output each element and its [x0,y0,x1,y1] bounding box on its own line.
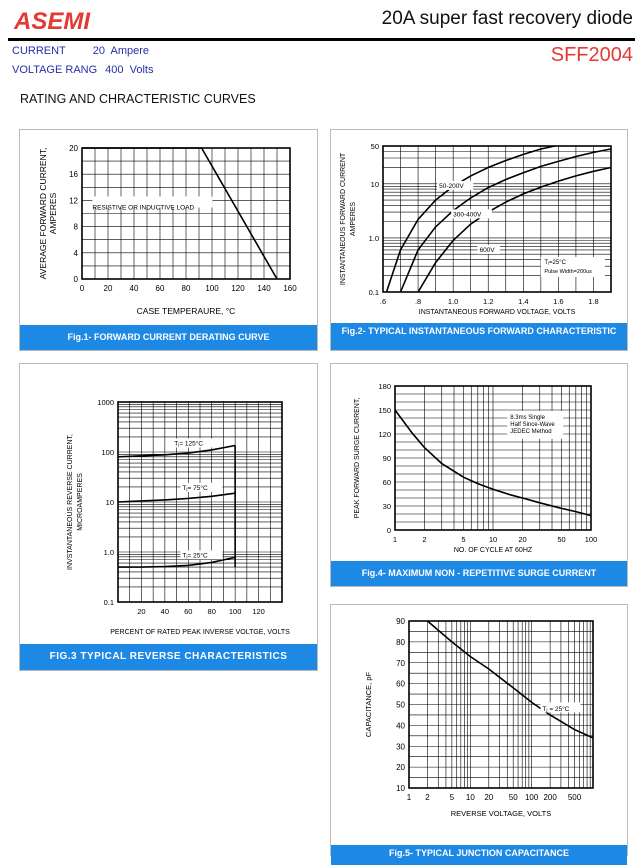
fig5-ytick-label: 50 [396,700,405,710]
fig3-chart [20,364,317,644]
fig5-xtick-label: 200 [543,793,557,802]
fig2-ytick-label: 1.0 [368,233,379,243]
fig2-xtick-label: 1.8 [588,297,599,306]
fig3-ylabel: INVSTANTANEOUS REVERSE CURRENT, [67,434,74,570]
fig4-xtick-label: 100 [584,535,598,544]
fig5-ytick-label: 60 [396,679,405,689]
fig2-xtick-label: 1.0 [447,297,459,306]
fig5-xtick-label: 1 [406,793,412,802]
fig4-xtick-label: 50 [557,535,566,544]
fig4-ytick-label: 150 [378,406,391,415]
fig3-xtick-label: 60 [184,607,193,616]
fig4-ylabel: PEAK FORWARD SURGE CURRENT, [354,397,361,519]
fig3-series-label: Tⱼ= 125°C [174,440,204,448]
fig3-ytick-label: 100 [101,448,114,457]
part-number: SFF2004 [550,44,633,66]
fig3-xtick-label: 120 [252,607,265,616]
fig3-grid [118,402,282,602]
fig1-ylabel: AVERAGE FORWARD CURRENT, [38,147,48,280]
section-title: RATING AND CHRACTERISTIC CURVES [20,92,256,106]
fig4-ytick-label: 180 [378,382,391,391]
fig4-ytick-label: 90 [382,454,391,463]
fig1-panel [19,129,318,351]
fig2-ylabel: INSTANTANEOUS FORWARD CURRENT [340,152,347,286]
fig2-ytick-label: 50 [370,142,379,151]
fig2-ytick-label: 10 [370,179,379,189]
fig1-chart [20,130,317,326]
fig1-ytick-label: 4 [73,248,78,258]
fig1-xtick-label: 80 [181,284,191,293]
voltage-value: 400 Volts [105,64,154,76]
fig5-xtick-label: 2 [425,793,430,802]
fig1-grid [82,148,290,279]
fig5-xtick-label: 100 [524,793,539,802]
fig1-xtick-label: 60 [155,284,165,293]
fig1-ylabel: AMPERES [48,192,58,235]
current-label: CURRENT [12,45,66,57]
fig2-ytick-label: 0.1 [368,288,379,297]
current-value: 20 Ampere [92,45,150,57]
fig3-ytick-label: 1000 [97,398,114,407]
fig2-xtick-label: .8 [414,297,422,306]
fig5-xtick-label: 5 [449,793,455,802]
fig3-xlabel: PERCENT OF RATED PEAK INVERSE VOLTGE, VOLTS [110,629,290,636]
fig5-ytick-label: 30 [396,742,405,752]
fig5-ytick-label: 10 [396,784,405,793]
fig3-ytick-label: 1.0 [103,548,114,557]
fig3-panel [19,363,318,671]
fig2-xtick-label: .6 [379,297,387,306]
fig5-xlabel: REVERSE VOLTAGE, VOLTS [450,809,552,818]
fig3-xtick-label: 40 [160,607,170,616]
fig2-panel [330,129,628,351]
fig1-ytick-label: 8 [73,222,78,232]
fig3-xtick-label: 100 [228,607,242,616]
fig4-annotation: 8.3ms Single [510,414,545,421]
fig4-ytick-label: 30 [382,502,391,511]
fig1-xlabel: CASE TEMPERAURE, °C [136,306,236,316]
fig2-caption: Fig.2- TYPICAL INSTANTANEOUS FORWARD CHARACTERISTIC [331,323,627,350]
fig1-ytick-label: 0 [73,275,78,284]
fig4-ytick-label: 60 [382,478,391,487]
fig4-xtick-label: 10 [488,535,498,544]
fig1-xtick-label: 120 [231,284,245,293]
fig1-xtick-label: 0 [79,284,85,293]
fig2-xtick-label: 1.6 [553,297,564,306]
fig1-xtick-label: 20 [103,284,113,293]
fig5-ytick-label: 20 [396,763,405,773]
fig4-xtick-label: 20 [518,535,527,544]
fig5-panel [330,604,628,856]
current-spec [12,45,149,57]
fig3-ytick-label: 0.1 [103,598,114,607]
fig4-annotation: Half Since-Wave [510,421,555,428]
fig2-xtick-label: 1.4 [518,297,529,306]
fig1-xtick-label: 100 [205,284,219,293]
fig4-panel [330,363,628,587]
fig2-xtick-label: 1.2 [483,297,494,306]
fig5-chart [331,605,627,845]
fig4-xlabel: NO. OF CYCLE AT 60HZ [453,547,533,554]
fig1-xtick-label: 40 [129,284,139,293]
fig5-ylabel: CAPACITANCE, pF [364,671,373,738]
fig3-ylabel: MICROAMPERES [77,473,84,531]
fig4-ytick-label: 120 [378,430,391,439]
fig5-ytick-label: 80 [396,637,405,647]
fig2-series-label: 50-200V [439,182,464,190]
fig5-ytick-label: 70 [396,658,405,668]
fig3-xtick-label: 20 [137,607,146,616]
fig4-chart [331,364,627,562]
fig5-xtick-label: 50 [508,793,518,802]
fig1-xtick-label: 160 [283,284,297,293]
fig2-series-label: 300-400V [453,211,482,219]
logo-text: ASEMI [14,8,91,34]
fig5-annotation: Tⱼ = 25°C [542,705,570,713]
fig3-caption: FIG.3 TYPICAL REVERSE CHARACTERISTICS [20,644,317,670]
fig2-series-label: 600V [479,246,495,254]
fig1-annotation: RESISTIVE OR INDUCTIVE LOAD [92,204,195,212]
fig4-xtick-label: 2 [422,535,427,544]
fig1-caption: Fig.1- FORWARD CURRENT DERATING CURVE [20,325,317,350]
fig4-xtick-label: 5 [461,535,466,544]
fig5-caption: Fig.5- TYPICAL JUNCTION CAPACITANCE [331,845,627,865]
fig1-xtick-label: 140 [257,284,271,293]
fig2-chart [331,130,627,326]
fig5-xtick-label: 20 [484,793,494,802]
fig5-xtick-label: 500 [567,793,582,802]
fig3-ytick-label: 10 [105,498,114,507]
fig5-series-line [428,621,594,738]
header-divider [8,38,635,41]
fig4-xtick-label: 1 [392,535,398,544]
fig3-series-label: Tⱼ= 75°C [182,484,208,492]
fig3-xtick-label: 80 [207,607,216,616]
fig5-ytick-label: 40 [396,721,405,731]
fig2-annotation-pulse: Pulse Width=200us [544,268,592,275]
asemi-logo [14,6,124,34]
fig3-series-label: Tⱼ= 25°C [182,552,208,560]
fig4-caption: Fig.4- MAXIMUM NON - REPETITIVE SURGE CURRENT [331,561,627,586]
fig5-ytick-label: 90 [396,617,405,626]
fig4-ytick-label: 0 [386,526,391,535]
fig2-annotation-temp: Tⱼ=25°C [544,259,566,266]
fig1-ytick-label: 12 [69,196,78,206]
fig1-ytick-label: 16 [69,170,78,180]
voltage-spec [12,64,154,76]
fig4-annotation: JEDEC Method [510,428,552,435]
page-title: 20A super fast recovery diode [381,8,633,29]
fig5-xtick-label: 10 [465,793,475,802]
voltage-label: VOLTAGE RANG [12,64,98,76]
fig1-ytick-label: 20 [69,144,78,153]
fig2-xlabel: INSTANTANEOUS FORWARD VOLTAGE, VOLTS [418,309,576,316]
fig2-ylabel: AMPERES [350,201,357,237]
